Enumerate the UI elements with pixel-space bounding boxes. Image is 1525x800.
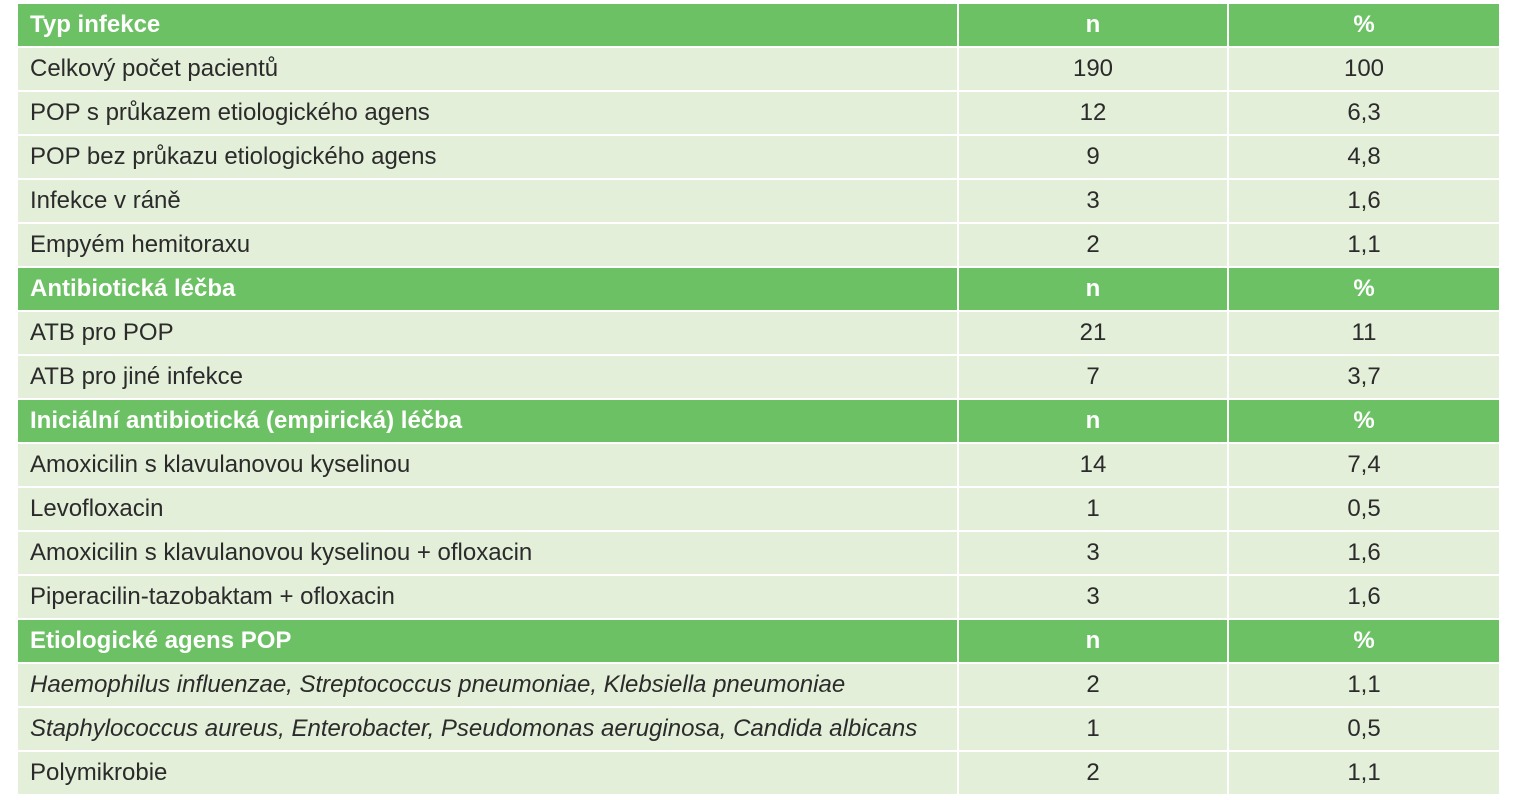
table-row: [18, 355, 1500, 399]
row-count: 2: [958, 223, 1228, 267]
row-percent: 3,7: [1228, 355, 1500, 399]
table-row: [18, 487, 1500, 531]
row-percent: 100: [1228, 47, 1500, 91]
row-count: 14: [958, 443, 1228, 487]
row-label: ATB pro jiné infekce: [18, 355, 958, 399]
row-count: 1: [958, 487, 1228, 531]
section-header-row: [18, 267, 1500, 311]
column-header-percent: %: [1228, 4, 1500, 47]
row-label: Levofloxacin: [18, 487, 958, 531]
row-percent: 1,6: [1228, 179, 1500, 223]
row-percent: 7,4: [1228, 443, 1500, 487]
row-percent: 6,3: [1228, 91, 1500, 135]
table-row: [18, 311, 1500, 355]
row-label: Amoxicilin s klavulanovou kyselinou + ofloxacin: [18, 531, 958, 575]
section-header-label: Etiologické agens POP: [18, 619, 958, 663]
column-header-n: n: [958, 4, 1228, 47]
section-header-label: Antibiotická léčba: [18, 267, 958, 311]
row-label: Empyém hemitoraxu: [18, 223, 958, 267]
row-count: 2: [958, 751, 1228, 795]
row-percent: 1,1: [1228, 751, 1500, 795]
row-percent: 1,6: [1228, 575, 1500, 619]
row-label: POP s průkazem etiologického agens: [18, 91, 958, 135]
section-header-label: Typ infekce: [18, 4, 958, 47]
row-label: Polymikrobie: [18, 751, 958, 795]
row-count: 190: [958, 47, 1228, 91]
row-count: 9: [958, 135, 1228, 179]
row-percent: 11: [1228, 311, 1500, 355]
section-header-label: Iniciální antibiotická (empirická) léčba: [18, 399, 958, 443]
table-row: [18, 707, 1500, 751]
table-row: [18, 91, 1500, 135]
table-row: [18, 223, 1500, 267]
row-label: Amoxicilin s klavulanovou kyselinou: [18, 443, 958, 487]
table-row: [18, 443, 1500, 487]
row-percent: 0,5: [1228, 487, 1500, 531]
column-header-n: n: [958, 399, 1228, 443]
row-count: 2: [958, 663, 1228, 707]
row-label: Infekce v ráně: [18, 179, 958, 223]
row-count: 3: [958, 179, 1228, 223]
table-row: [18, 575, 1500, 619]
table-row: [18, 179, 1500, 223]
table-row: [18, 47, 1500, 91]
section-header-row: [18, 619, 1500, 663]
section-header-row: [18, 4, 1500, 47]
column-header-percent: %: [1228, 399, 1500, 443]
table-row: [18, 751, 1500, 795]
column-header-n: n: [958, 619, 1228, 663]
column-header-n: n: [958, 267, 1228, 311]
row-label: POP bez průkazu etiologického agens: [18, 135, 958, 179]
infection-table: [18, 4, 1501, 796]
row-label: Staphylococcus aureus, Enterobacter, Pseudomonas aeruginosa, Candida albicans: [18, 707, 958, 751]
row-percent: 0,5: [1228, 707, 1500, 751]
column-header-percent: %: [1228, 267, 1500, 311]
row-count: 7: [958, 355, 1228, 399]
row-count: 21: [958, 311, 1228, 355]
row-count: 3: [958, 531, 1228, 575]
row-count: 1: [958, 707, 1228, 751]
row-count: 12: [958, 91, 1228, 135]
column-header-percent: %: [1228, 619, 1500, 663]
row-percent: 1,1: [1228, 663, 1500, 707]
row-percent: 4,8: [1228, 135, 1500, 179]
table-row: [18, 663, 1500, 707]
table-row: [18, 135, 1500, 179]
row-label: ATB pro POP: [18, 311, 958, 355]
row-label: Celkový počet pacientů: [18, 47, 958, 91]
infection-table-body: [18, 4, 1500, 795]
section-header-row: [18, 399, 1500, 443]
row-count: 3: [958, 575, 1228, 619]
row-percent: 1,1: [1228, 223, 1500, 267]
row-label: Haemophilus influenzae, Streptococcus pneumoniae, Klebsiella pneumoniae: [18, 663, 958, 707]
row-label: Piperacilin-tazobaktam + ofloxacin: [18, 575, 958, 619]
row-percent: 1,6: [1228, 531, 1500, 575]
table-row: [18, 531, 1500, 575]
